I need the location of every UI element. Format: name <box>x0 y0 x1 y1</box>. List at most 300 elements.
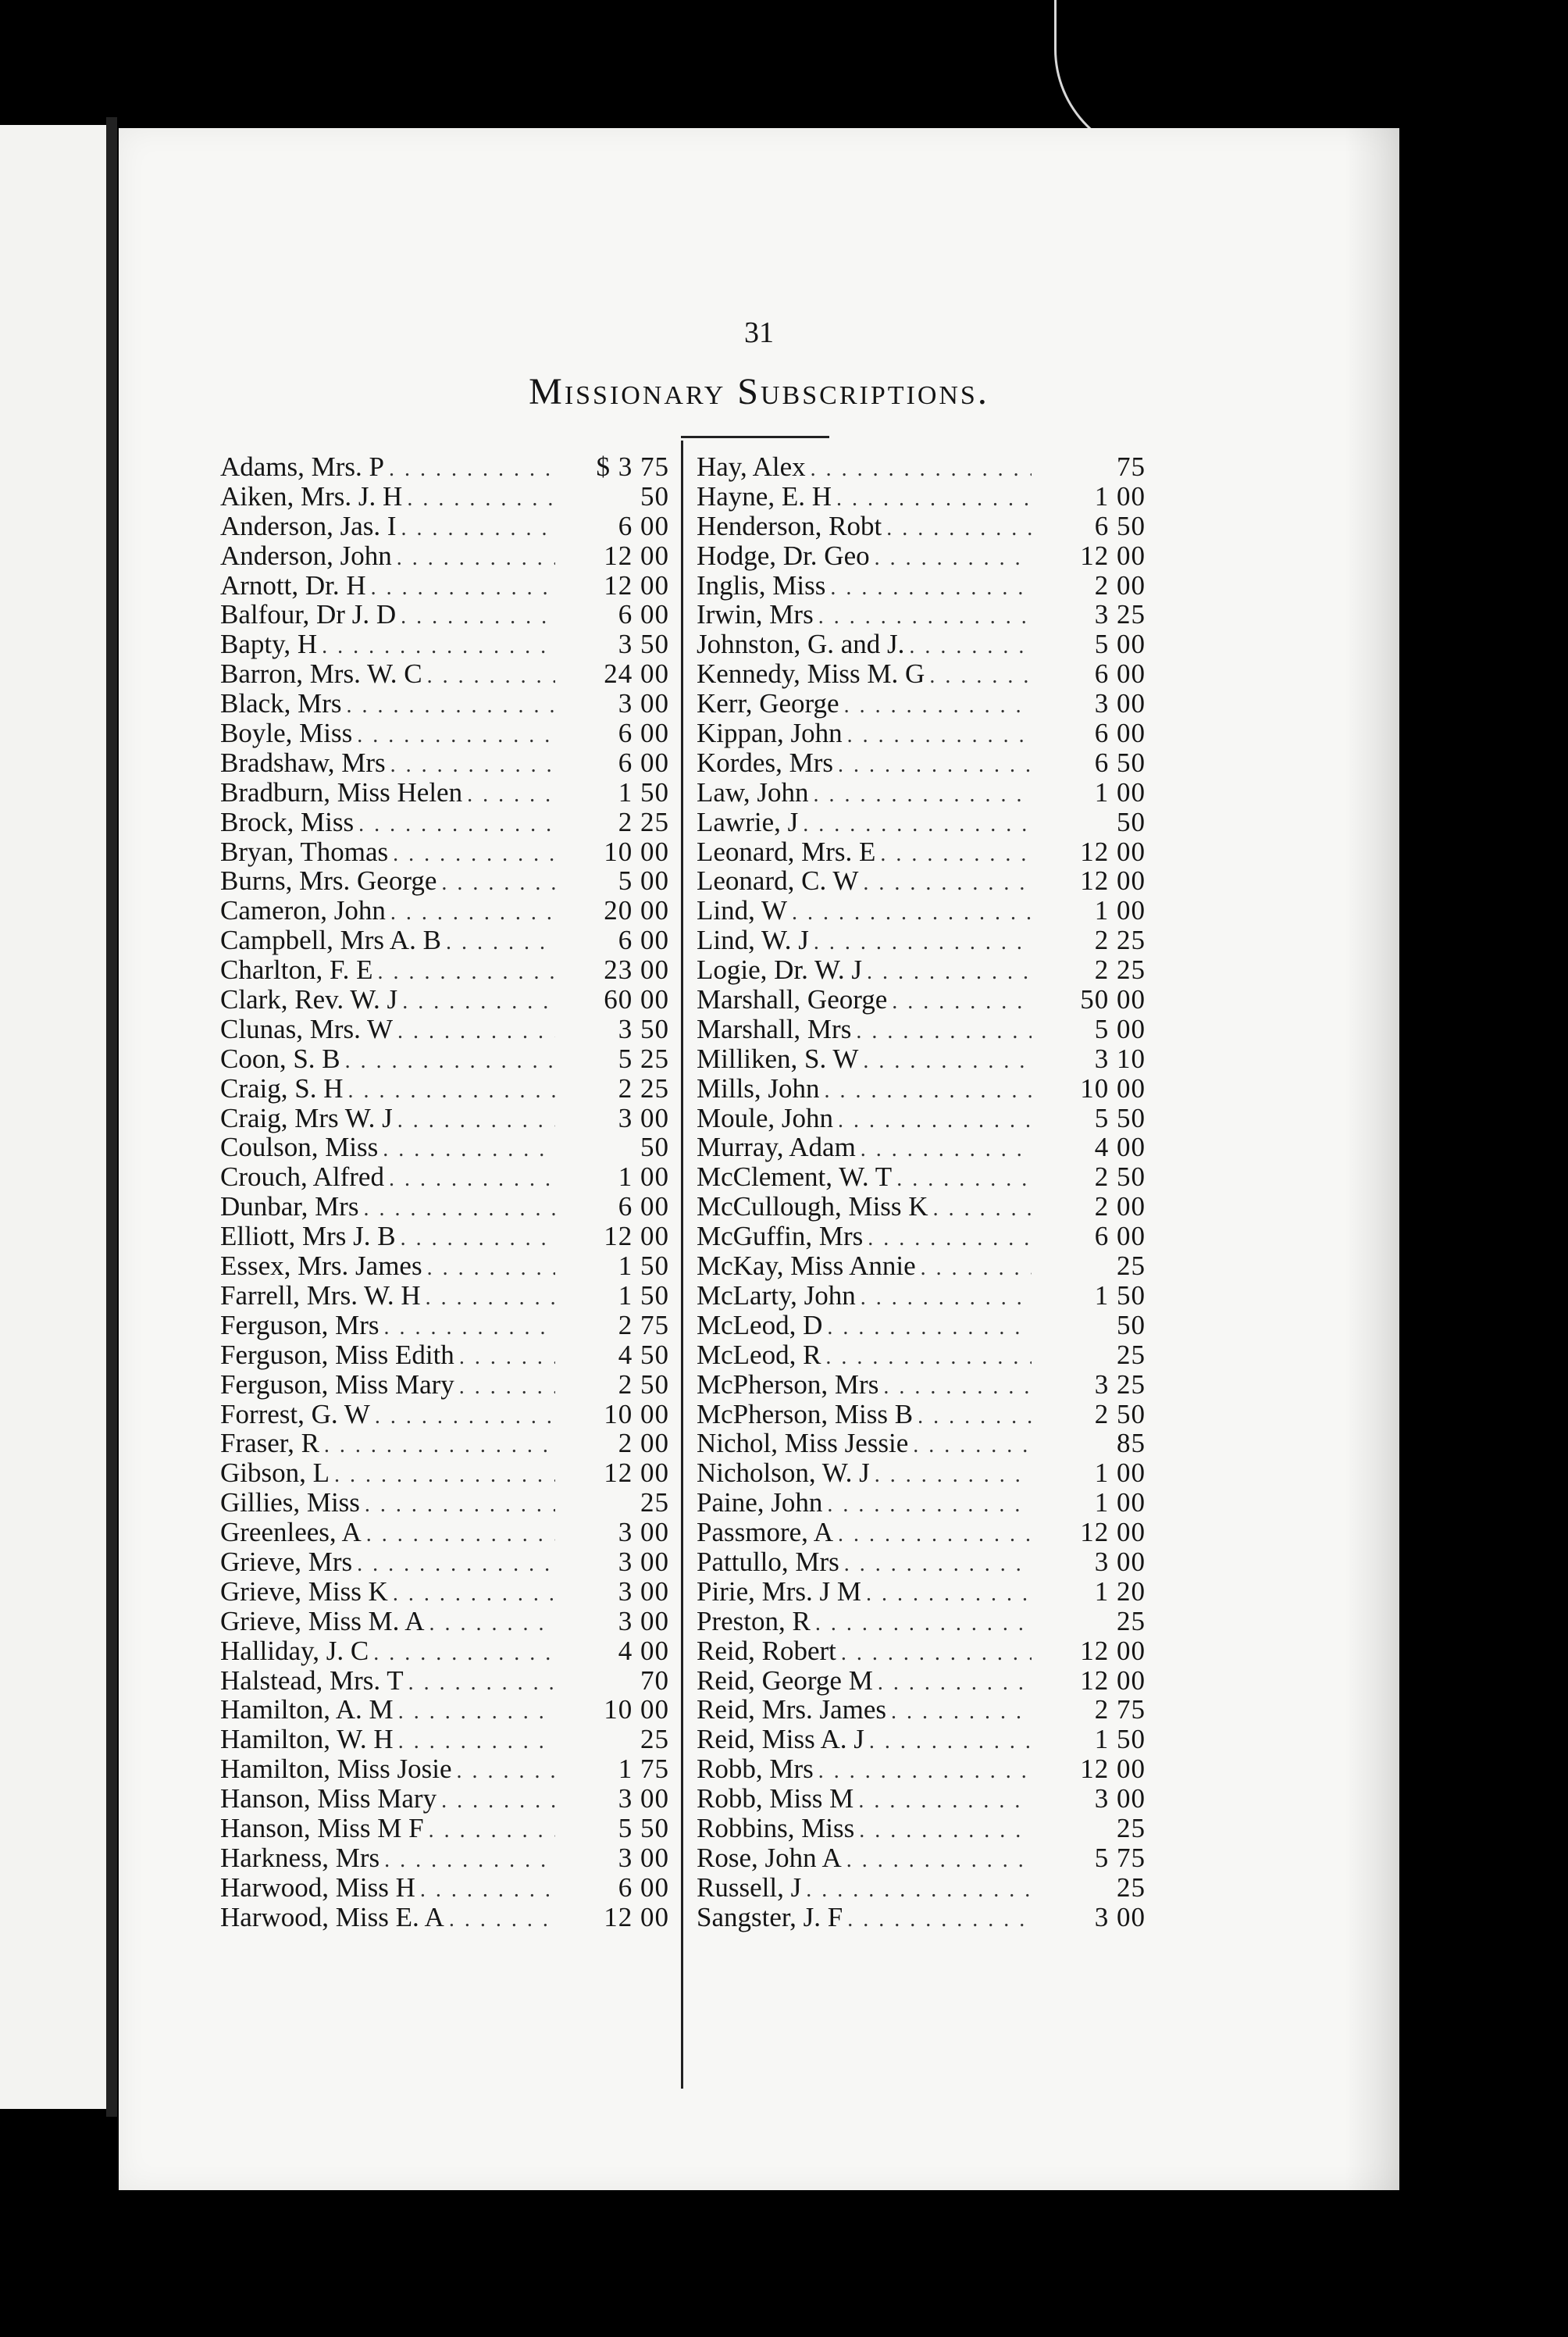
dot-leader <box>866 1582 1032 1607</box>
subscriber-name: Hanson, Miss M F <box>220 1812 424 1843</box>
subscription-row <box>697 984 1146 1014</box>
subscription-amount: 5 00 <box>1094 629 1146 660</box>
subscription-amount: 60 00 <box>604 984 669 1015</box>
subscriber-name: Clark, Rev. W. J <box>220 984 398 1015</box>
dot-leader <box>397 1108 555 1133</box>
subscription-row <box>220 1132 669 1161</box>
book-page <box>119 128 1399 2190</box>
subscriber-name: Anderson, John <box>220 540 392 571</box>
dot-leader <box>389 1167 555 1192</box>
subscription-amount: $ 3 75 <box>596 451 669 482</box>
subscriber-name: Inglis, Miss <box>697 569 826 601</box>
dot-leader <box>397 546 555 571</box>
subscriber-name: Ferguson, Miss Edith <box>220 1339 454 1370</box>
subscriber-name: Craig, S. H <box>220 1072 344 1104</box>
dot-leader <box>838 1522 1032 1547</box>
subscriber-name: Greenlees, A <box>220 1517 362 1548</box>
dot-leader <box>402 990 555 1015</box>
subscriber-name: Aiken, Mrs. J. H <box>220 480 403 512</box>
subscriber-name: Murray, Adam <box>697 1132 856 1163</box>
subscription-row <box>220 1251 669 1280</box>
dot-leader <box>459 1345 555 1370</box>
adjacent-page <box>0 125 117 2109</box>
subscriber-name: Kippan, John <box>697 718 843 749</box>
subscription-row <box>220 481 669 511</box>
subscriber-name: Anderson, Jas. I <box>220 510 397 541</box>
subscription-amount: 12 00 <box>604 569 669 601</box>
subscription-row <box>220 1576 669 1606</box>
subscriber-name: Dunbar, Mrs <box>220 1191 359 1222</box>
dot-leader <box>859 1818 1032 1843</box>
subscriber-name: Johnston, G. and J. <box>697 629 905 660</box>
subscriber-name: Logie, Dr. W. J <box>697 954 862 986</box>
dot-leader <box>398 1700 555 1725</box>
subscriber-name: Harkness, Mrs <box>220 1842 380 1873</box>
subscription-row <box>697 1399 1146 1429</box>
dot-leader <box>446 930 555 955</box>
subscription-amount: 3 00 <box>618 688 669 719</box>
subscriber-name: Halstead, Mrs. T <box>220 1664 404 1696</box>
subscriber-name: Preston, R <box>697 1605 811 1636</box>
subscription-amount: 2 75 <box>618 1309 669 1340</box>
subscriber-name: Paine, John <box>697 1487 823 1518</box>
subscriber-name: Rose, John A <box>697 1842 842 1873</box>
subscription-amount: 2 25 <box>618 1072 669 1104</box>
dot-leader <box>459 1375 555 1400</box>
subscription-row <box>697 865 1146 895</box>
dot-leader <box>348 1079 556 1104</box>
subscriber-name: Irwin, Mrs <box>697 599 814 630</box>
subscriber-name: Marshall, George <box>697 984 888 1015</box>
subscription-amount: 1 50 <box>1094 1279 1146 1311</box>
subscription-row <box>697 658 1146 688</box>
dot-leader <box>407 487 555 512</box>
subscription-row <box>220 865 669 895</box>
dot-leader <box>838 753 1032 778</box>
subscription-row <box>697 1280 1146 1310</box>
subscriber-name: McPherson, Mrs <box>697 1368 879 1400</box>
dot-leader <box>875 1463 1032 1488</box>
dot-leader <box>427 1256 555 1281</box>
subscriber-name: Nichol, Miss Jessie <box>697 1428 909 1459</box>
subscriber-name: Grieve, Miss K <box>220 1575 388 1607</box>
dot-leader <box>825 1079 1032 1104</box>
subscription-amount: 70 <box>640 1664 669 1696</box>
subscription-amount: 1 50 <box>618 1251 669 1282</box>
subscriber-name: Marshall, Mrs <box>697 1013 852 1044</box>
subscription-row <box>220 1724 669 1754</box>
subscription-amount: 3 00 <box>618 1842 669 1873</box>
dot-leader <box>390 901 555 926</box>
subscription-amount: 3 50 <box>618 1013 669 1044</box>
subscription-row <box>220 1458 669 1487</box>
subscription-amount: 6 00 <box>618 1871 669 1903</box>
subscriber-name: Reid, Miss A. J <box>697 1724 864 1755</box>
subscription-row <box>697 1132 1146 1161</box>
subscription-amount: 2 75 <box>1094 1694 1146 1725</box>
subscription-row <box>220 570 669 600</box>
subscription-amount: 12 00 <box>604 540 669 571</box>
subscriber-name: Hamilton, A. M <box>220 1694 394 1725</box>
subscriber-name: Hamilton, W. H <box>220 1724 394 1755</box>
dot-leader <box>429 1611 555 1636</box>
subscriber-name: Crouch, Alfred <box>220 1161 384 1193</box>
subscriber-name: Cameron, John <box>220 895 386 926</box>
subscriber-name: Russell, J <box>697 1871 802 1903</box>
subscription-row <box>220 1517 669 1547</box>
subscriber-name: Coulson, Miss <box>220 1132 379 1163</box>
subscriber-name: McGuffin, Mrs <box>697 1221 864 1252</box>
dot-leader <box>844 694 1032 719</box>
subscription-row <box>220 1340 669 1369</box>
dot-leader <box>909 634 1032 659</box>
subscription-row <box>220 1665 669 1695</box>
subscription-row <box>220 1044 669 1073</box>
subscription-amount: 12 00 <box>1080 836 1146 867</box>
subscriber-name: Brock, Miss <box>220 806 355 837</box>
subscription-amount: 2 00 <box>1094 569 1146 601</box>
dot-leader <box>324 1433 555 1458</box>
subscriber-name: Boyle, Miss <box>220 718 353 749</box>
subscriber-name: Sangster, J. F <box>697 1901 843 1932</box>
dot-leader <box>869 1729 1032 1754</box>
dot-leader <box>390 753 555 778</box>
subscription-amount: 3 00 <box>1094 1546 1146 1577</box>
dot-leader <box>366 1522 555 1547</box>
subscriber-name: Campbell, Mrs A. B <box>220 925 441 956</box>
subscriber-name: Pattullo, Mrs <box>697 1546 839 1577</box>
subscription-amount: 4 50 <box>618 1339 669 1370</box>
subscription-row <box>697 925 1146 954</box>
subscription-row <box>220 1547 669 1576</box>
dot-leader <box>408 1671 555 1696</box>
subscription-amount: 12 00 <box>1080 865 1146 897</box>
subscriber-name: Nicholson, W. J <box>697 1458 870 1489</box>
subscriber-name: Robbins, Miss <box>697 1812 855 1843</box>
subscription-row <box>697 1369 1146 1399</box>
dot-leader <box>847 723 1032 748</box>
subscription-row <box>220 1813 669 1843</box>
subscriber-name: Bapty, H <box>220 629 318 660</box>
subscription-amount: 1 00 <box>618 1161 669 1193</box>
subscription-amount: 3 00 <box>618 1102 669 1133</box>
subscriber-name: Coon, S. B <box>220 1043 340 1074</box>
subscription-amount: 10 00 <box>604 1694 669 1725</box>
dot-leader <box>892 990 1032 1015</box>
subscription-row <box>220 984 669 1014</box>
subscription-amount: 12 00 <box>1080 1664 1146 1696</box>
subscription-row <box>697 1902 1146 1932</box>
subscription-row <box>220 1636 669 1665</box>
dot-leader <box>825 1345 1032 1370</box>
subscription-row <box>697 1161 1146 1191</box>
subscriber-name: Grieve, Miss M. A <box>220 1605 425 1636</box>
subscription-amount: 12 00 <box>604 1901 669 1932</box>
subscription-amount: 25 <box>640 1724 669 1755</box>
subscriber-name: McPherson, Miss B <box>697 1398 914 1429</box>
subscription-amount: 24 00 <box>604 658 669 690</box>
dot-leader <box>836 487 1032 512</box>
subscription-row <box>697 777 1146 807</box>
dot-leader <box>913 1433 1032 1458</box>
subscription-row <box>697 1783 1146 1813</box>
subscriber-name: Barron, Mrs. W. C <box>220 658 422 690</box>
subscription-amount: 6 00 <box>618 747 669 778</box>
dot-leader <box>844 1552 1032 1577</box>
subscription-amount: 20 00 <box>604 895 669 926</box>
subscriber-name: Ferguson, Miss Mary <box>220 1368 454 1400</box>
subscriber-name: Gibson, L <box>220 1458 330 1489</box>
subscription-row <box>697 1191 1146 1221</box>
subscription-amount: 4 00 <box>1094 1132 1146 1163</box>
subscription-row <box>220 541 669 570</box>
subscription-row <box>697 1103 1146 1133</box>
dot-leader <box>891 1700 1032 1725</box>
subscriber-name: Hanson, Miss Mary <box>220 1783 437 1814</box>
subscription-row <box>697 1073 1146 1103</box>
dot-leader <box>401 516 555 541</box>
subscription-row <box>697 1221 1146 1251</box>
subscription-row <box>697 1665 1146 1695</box>
subscriber-name: Hay, Alex <box>697 451 806 482</box>
subscription-amount: 6 00 <box>618 599 669 630</box>
subscriber-name: Harwood, Miss E. A <box>220 1901 444 1932</box>
subscription-row <box>697 954 1146 984</box>
dot-leader <box>347 694 555 719</box>
subscription-amount: 3 25 <box>1094 599 1146 630</box>
subscription-row <box>220 1606 669 1636</box>
subscription-row <box>697 599 1146 629</box>
subscription-amount: 25 <box>1117 1812 1146 1843</box>
subscription-amount: 12 00 <box>1080 1517 1146 1548</box>
dot-leader <box>358 812 555 837</box>
subscriber-name: McLeod, R <box>697 1339 821 1370</box>
subscription-amount: 12 00 <box>604 1458 669 1489</box>
dot-leader <box>814 930 1032 955</box>
dot-leader <box>847 1907 1032 1932</box>
subscriber-name: Balfour, Dr J. D <box>220 599 397 630</box>
subscriber-name: Lawrie, J <box>697 806 799 837</box>
dot-leader <box>818 1759 1032 1784</box>
subscription-amount: 25 <box>1117 1339 1146 1370</box>
subscription-amount: 6 50 <box>1094 747 1146 778</box>
subscription-amount: 5 50 <box>618 1812 669 1843</box>
subscription-row <box>220 1073 669 1103</box>
subscription-amount: 25 <box>1117 1605 1146 1636</box>
subscription-amount: 2 25 <box>1094 925 1146 956</box>
subscription-row <box>220 895 669 925</box>
subscription-row <box>697 570 1146 600</box>
subscription-amount: 3 10 <box>1094 1043 1146 1074</box>
dot-leader <box>863 1049 1032 1074</box>
subscriber-name: Milliken, S. W <box>697 1043 859 1074</box>
subscription-row <box>220 1191 669 1221</box>
subscription-row <box>697 837 1146 866</box>
subscription-row <box>697 895 1146 925</box>
dot-leader <box>918 1404 1032 1429</box>
dot-leader <box>838 1108 1032 1133</box>
subscription-amount: 1 00 <box>1094 480 1146 512</box>
dot-leader <box>357 1552 555 1577</box>
subscriber-name: Reid, Mrs. James <box>697 1694 887 1725</box>
subscription-row <box>697 1340 1146 1369</box>
subscription-amount: 5 75 <box>1094 1842 1146 1873</box>
dot-leader <box>420 1878 555 1903</box>
subscription-row <box>697 541 1146 570</box>
subscriber-name: Charlton, F. E <box>220 954 373 986</box>
dot-leader <box>384 1315 555 1340</box>
subscription-row <box>220 629 669 658</box>
subscription-amount: 12 00 <box>604 1221 669 1252</box>
subscriber-name: Lind, W <box>697 895 788 926</box>
subscription-amount: 1 20 <box>1094 1575 1146 1607</box>
subscriber-name: Kerr, George <box>697 688 839 719</box>
subscription-row <box>220 1221 669 1251</box>
subscriber-name: Bradshaw, Mrs <box>220 747 386 778</box>
subscription-row <box>220 1369 669 1399</box>
subscriber-name: McLeod, D <box>697 1309 823 1340</box>
subscriber-name: Kordes, Mrs <box>697 747 833 778</box>
dot-leader <box>792 901 1032 926</box>
subscriber-name: Kennedy, Miss M. G <box>697 658 925 690</box>
subscriber-name: Law, John <box>697 776 809 808</box>
subscription-row <box>220 1103 669 1133</box>
dot-leader <box>365 1493 555 1518</box>
subscription-amount: 2 00 <box>1094 1191 1146 1222</box>
dot-leader <box>345 1049 555 1074</box>
dot-leader <box>856 1019 1032 1044</box>
subscription-row <box>220 925 669 954</box>
subscription-row <box>697 688 1146 718</box>
subscription-row <box>220 1783 669 1813</box>
subscription-row <box>220 747 669 777</box>
subscription-amount: 50 <box>1117 806 1146 837</box>
subscription-amount: 1 00 <box>1094 1458 1146 1489</box>
dot-leader <box>375 1404 555 1429</box>
subscription-amount: 3 00 <box>618 1783 669 1814</box>
dot-leader <box>383 1137 555 1162</box>
dot-leader <box>875 546 1032 571</box>
subscription-amount: 50 <box>640 480 669 512</box>
dot-leader <box>929 664 1032 689</box>
subscription-row <box>697 481 1146 511</box>
subscription-row <box>220 1428 669 1458</box>
subscriber-name: Harwood, Miss H <box>220 1871 415 1903</box>
subscription-row <box>697 1458 1146 1487</box>
subscription-row <box>697 1694 1146 1724</box>
subscription-row <box>220 1310 669 1340</box>
dot-leader <box>933 1197 1032 1222</box>
subscription-amount: 85 <box>1117 1428 1146 1459</box>
subscription-row <box>220 599 669 629</box>
subscription-row <box>697 718 1146 747</box>
subscriber-name: Elliott, Mrs J. B <box>220 1221 396 1252</box>
subscriber-name: McCullough, Miss K <box>697 1191 928 1222</box>
subscriber-name: Reid, Robert <box>697 1635 836 1666</box>
subscription-row <box>697 1251 1146 1280</box>
subscription-row <box>697 451 1146 481</box>
dot-leader <box>441 871 555 896</box>
dot-leader <box>441 1789 555 1814</box>
dot-leader <box>806 1878 1032 1903</box>
subscription-row <box>697 511 1146 541</box>
subscription-row <box>697 1636 1146 1665</box>
dot-leader <box>467 783 555 808</box>
subscription-amount: 5 00 <box>618 865 669 897</box>
dot-leader <box>384 1848 555 1873</box>
dot-leader <box>393 842 555 867</box>
dot-leader <box>393 1582 555 1607</box>
subscriber-name: Adams, Mrs. P <box>220 451 385 482</box>
subscription-amount: 6 00 <box>1094 658 1146 690</box>
subscription-row <box>697 1487 1146 1517</box>
subscription-row <box>220 1902 669 1932</box>
subscriber-name: Passmore, A <box>697 1517 833 1548</box>
subscription-row <box>697 1044 1146 1073</box>
dot-leader <box>371 576 555 601</box>
subscription-row <box>220 1280 669 1310</box>
subscription-amount: 1 75 <box>618 1754 669 1785</box>
heading-rule <box>681 436 829 438</box>
subscriber-name: Hamilton, Miss Josie <box>220 1754 452 1785</box>
dot-leader <box>896 1167 1032 1192</box>
subscription-row <box>220 688 669 718</box>
subscriber-name: Robb, Mrs <box>697 1754 814 1785</box>
subscription-row <box>220 954 669 984</box>
dot-leader <box>815 1611 1032 1636</box>
subscriber-name: Hodge, Dr. Geo <box>697 540 870 571</box>
dot-leader <box>921 1256 1032 1281</box>
dot-leader <box>322 634 555 659</box>
subscription-row <box>697 629 1146 658</box>
dot-leader <box>803 812 1032 837</box>
subscriber-name: Robb, Miss M <box>697 1783 854 1814</box>
dot-leader <box>818 605 1032 630</box>
dot-leader <box>846 1848 1032 1873</box>
subscription-amount: 3 00 <box>1094 1901 1146 1932</box>
subscription-row <box>697 1813 1146 1843</box>
subscriber-name: Black, Mrs <box>220 688 342 719</box>
subscription-amount: 3 00 <box>618 1605 669 1636</box>
subscription-row <box>220 658 669 688</box>
subscription-row <box>220 837 669 866</box>
subscriber-name: Arnott, Dr. H <box>220 569 366 601</box>
subscription-amount: 12 00 <box>1080 1754 1146 1785</box>
subscription-amount: 3 00 <box>618 1546 669 1577</box>
subscription-row <box>220 718 669 747</box>
dot-leader <box>334 1463 555 1488</box>
subscription-amount: 6 00 <box>618 510 669 541</box>
subscription-amount: 2 25 <box>1094 954 1146 986</box>
subscription-amount: 6 00 <box>1094 1221 1146 1252</box>
right-subscription-column <box>697 451 1146 1932</box>
dot-leader <box>858 1789 1032 1814</box>
subscription-amount: 10 00 <box>1080 1072 1146 1104</box>
dot-leader <box>401 1226 555 1251</box>
subscriber-name: Moule, John <box>697 1102 833 1133</box>
dot-leader <box>401 605 555 630</box>
subscription-amount: 25 <box>1117 1871 1146 1903</box>
subscription-amount: 6 50 <box>1094 510 1146 541</box>
dot-leader <box>427 664 555 689</box>
subscription-row <box>697 1843 1146 1872</box>
subscription-amount: 6 00 <box>618 718 669 749</box>
dot-leader <box>868 1226 1032 1251</box>
subscriber-name: Craig, Mrs W. J <box>220 1102 393 1133</box>
subscription-amount: 10 00 <box>604 1398 669 1429</box>
subscription-row <box>220 1754 669 1783</box>
subscription-row <box>220 807 669 837</box>
